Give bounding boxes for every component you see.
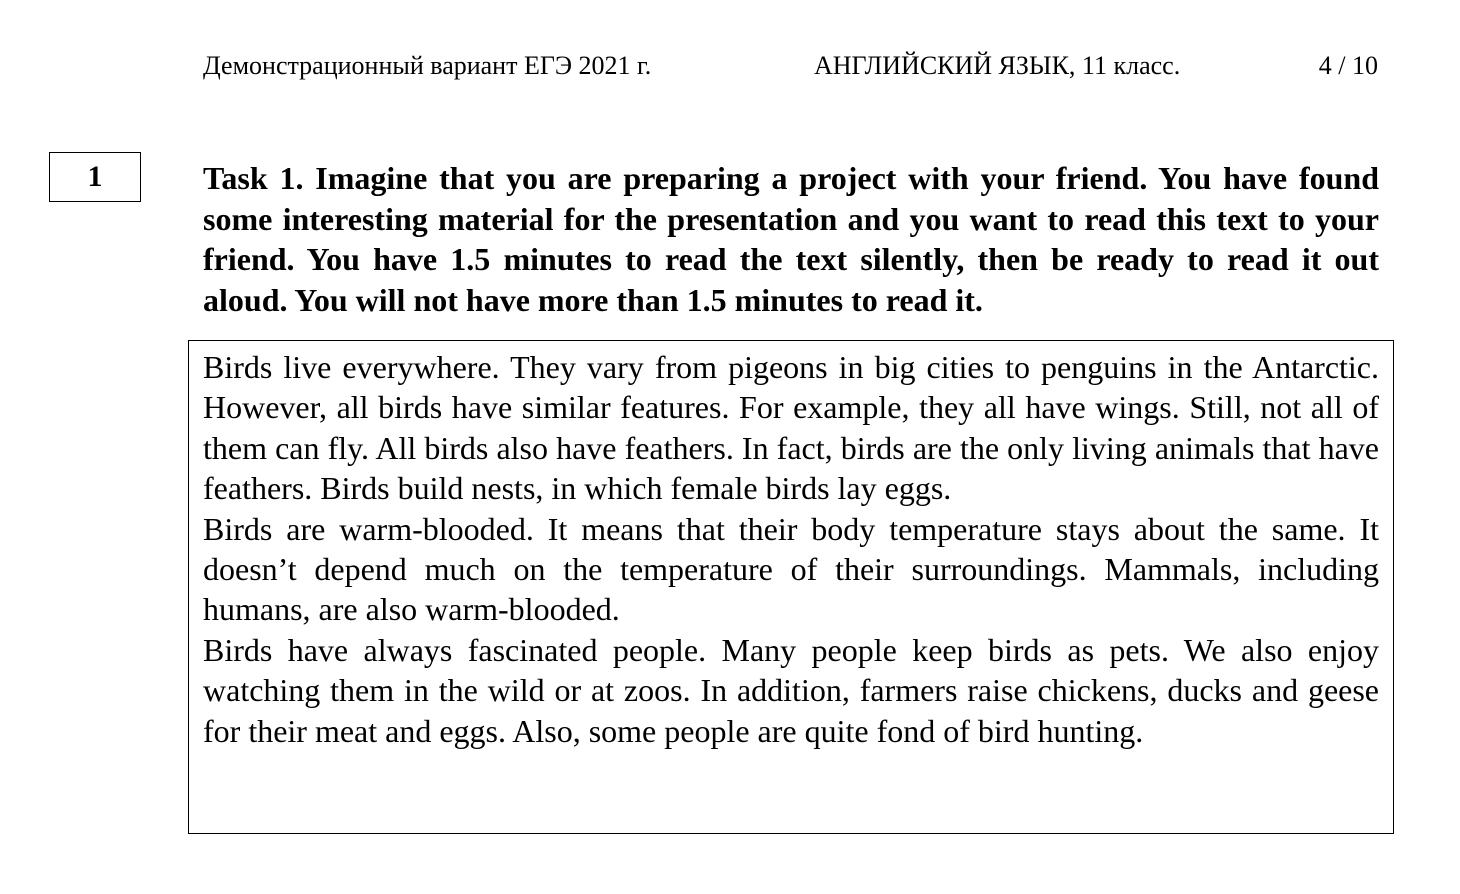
page-number: 4 / 10 — [1318, 51, 1378, 80]
subject-title: АНГЛИЙСКИЙ ЯЗЫК, 11 класс. — [814, 51, 1181, 80]
reading-paragraph-2: Birds are warm-blooded. It means that their body temperature stays about the same. It doesn’t depend much on the temperature of their surroundings. Mammals, including humans, are also warm-blooded. — [203, 510, 1379, 628]
task-number: 1 — [87, 160, 103, 193]
reading-paragraph-3: Birds have always fascinated people. Many people keep birds as pets. We also enjoy watching them in the wild or at zoos. In addition, farmers raise chickens, ducks and geese for their meat and eggs. Also, some people are quite fond of bird hunting. — [203, 631, 1379, 749]
exam-title: Демонстрационный вариант ЕГЭ 2021 г. — [203, 51, 652, 80]
reading-text-box — [188, 340, 1394, 834]
task-instruction: Task 1. Imagine that you are preparing a project with your friend. You have found some interesting material for the presentation and you want to read this text to your friend. You have 1.5 minutes to read the text silently, then be ready to read it out aloud. You will not have more than 1.5 minutes to read it. — [203, 160, 1379, 318]
reading-paragraph-1: Birds live everywhere. They vary from pigeons in big cities to penguins in the Antarctic. However, all birds have similar features. For example, they all have wings. Still, not all of them can fly. All birds also have feathers. In fact, birds are the only living animals that have feathers. Birds build nests, in which female birds lay eggs. — [203, 349, 1379, 507]
task-number-box — [49, 152, 141, 202]
page-header — [0, 48, 1460, 84]
